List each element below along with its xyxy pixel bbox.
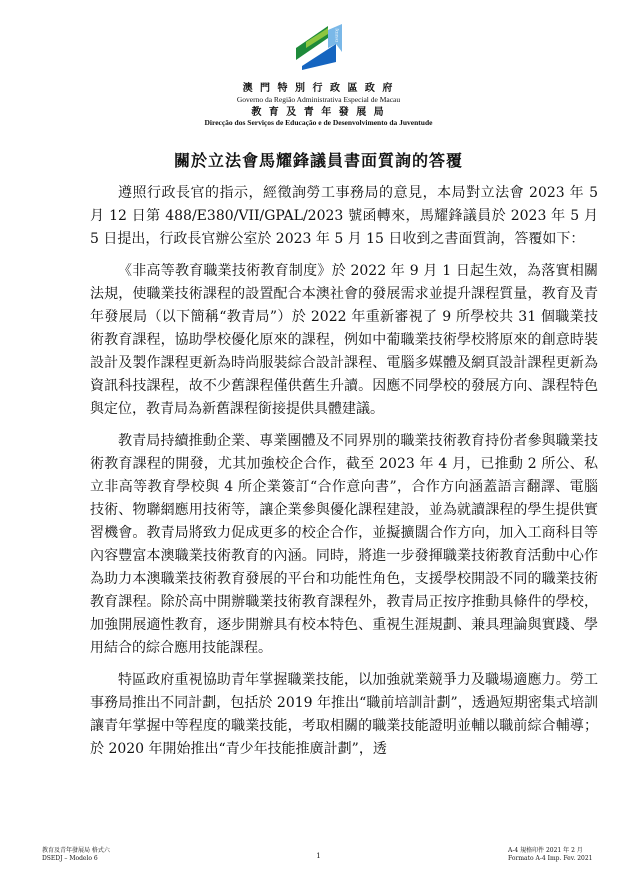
paragraph-intro: 遵照行政長官的指示，經徵詢勞工事務局的意見，本局對立法會 2023 年 5 月 12 日第 488/E380/VII/GPAL/2023 號函轉來，馬耀鋒議員於 2023 年 5 月 5 日提出，行政長官辦公室於 2023 年 5 月 15 日收到之書面質詢，答覆如下：: [90, 185, 598, 247]
dept-name-pt: Direcção dos Serviços de Educação e de Desenvolvimento da Juventude: [204, 118, 433, 127]
dsedj-logo: [292, 22, 348, 72]
org-name-zh: 澳 門 特 別 行 政 區 政 府: [242, 83, 395, 94]
paragraph-youth-skills: 特區政府重視協助青年掌握職業技能，以加強就業競爭力及職場適應力。勞工事務局推出不同計劃，包括於 2019 年推出“職前培訓計劃”，透過短期密集式培訓讓青年掌握中等程度的職業技能，考取相關的職業技能證明並輔以職前綜合輔導；於 2020 年開始推出“青少年技能推廣計劃”，透: [90, 672, 598, 757]
paragraph-cooperation: 教青局持續推動企業、專業團體及不同界別的職業技術教育持份者參與職業技術教育課程的開發，尤其加強校企合作，截至 2023 年 4 月，已推動 2 所公、私立非高等教育學校與 4 所企業簽訂“合作意向書”，合作方向涵蓋語言翻譯、電腦技術、物聯網應用技術等，讓企業參與優化課程建設，並為就讀課程的學生提供實習機會。教青局將致力促成更多的校企合作，並擬擴闊合作方向，加入工商科目等內容豐富本澳職業技術教育的內涵。同時，將進一步發揮職業技術教育活動中心作為助力本澳職業技術教育發展的平台和功能性角色，支援學校開設不同的職業技術教育課程。除於高中開辦職業技術教育課程外，教青局正按序推動具條件的學校，加強開展適性教育，逐步開辦具有校本特色、重視生涯規劃、兼具理論與實踐、學用結合的綜合應用技能課程。: [90, 433, 598, 656]
page-number: 1: [316, 852, 321, 860]
document-title: 關於立法會馬耀鋒議員書面質詢的答覆: [173, 151, 463, 170]
footer-paper-pt: Formato A-4 Imp. Fev. 2021: [508, 855, 593, 862]
org-name-pt: Governo da Região Administrativa Especial de Macau: [236, 95, 401, 104]
document-body: [90, 182, 598, 770]
footer-form-pt: DSEDJ – Modelo 6: [42, 855, 98, 862]
footer-form-zh: 教育及青年發展局 格式六: [42, 847, 110, 854]
footer-paper: [508, 847, 592, 863]
dept-name-zh: 教 育 及 青 年 發 展 局: [251, 107, 386, 118]
logo-text: DSEDJ: [334, 28, 339, 42]
paragraph-system: 《非高等教育職業技術教育制度》於 2022 年 9 月 1 日起生效，為落實相關法規，使職業技術課程的設置配合本澳社會的發展需求並提升課程質量，教育及青年發展局（以下簡稱“教青局”）於 2022 年重新審視了 9 所學校共 31 個職業技術教育課程，協助學校優化原來的課程，例如中葡職業技術學校將原來的創意時裝設計及製作課程更新為時尚服裝綜合設計課程、電腦多媒體及網頁設計課程更新為資訊科技課程，故不少舊課程僅供舊生升讀。因應不同學校的發展方向、課程特色與定位，教青局為新舊課程銜接提供具體建議。: [90, 263, 598, 417]
footer-paper-zh: A-4 規格印件 2021 年 2 月: [508, 847, 583, 854]
